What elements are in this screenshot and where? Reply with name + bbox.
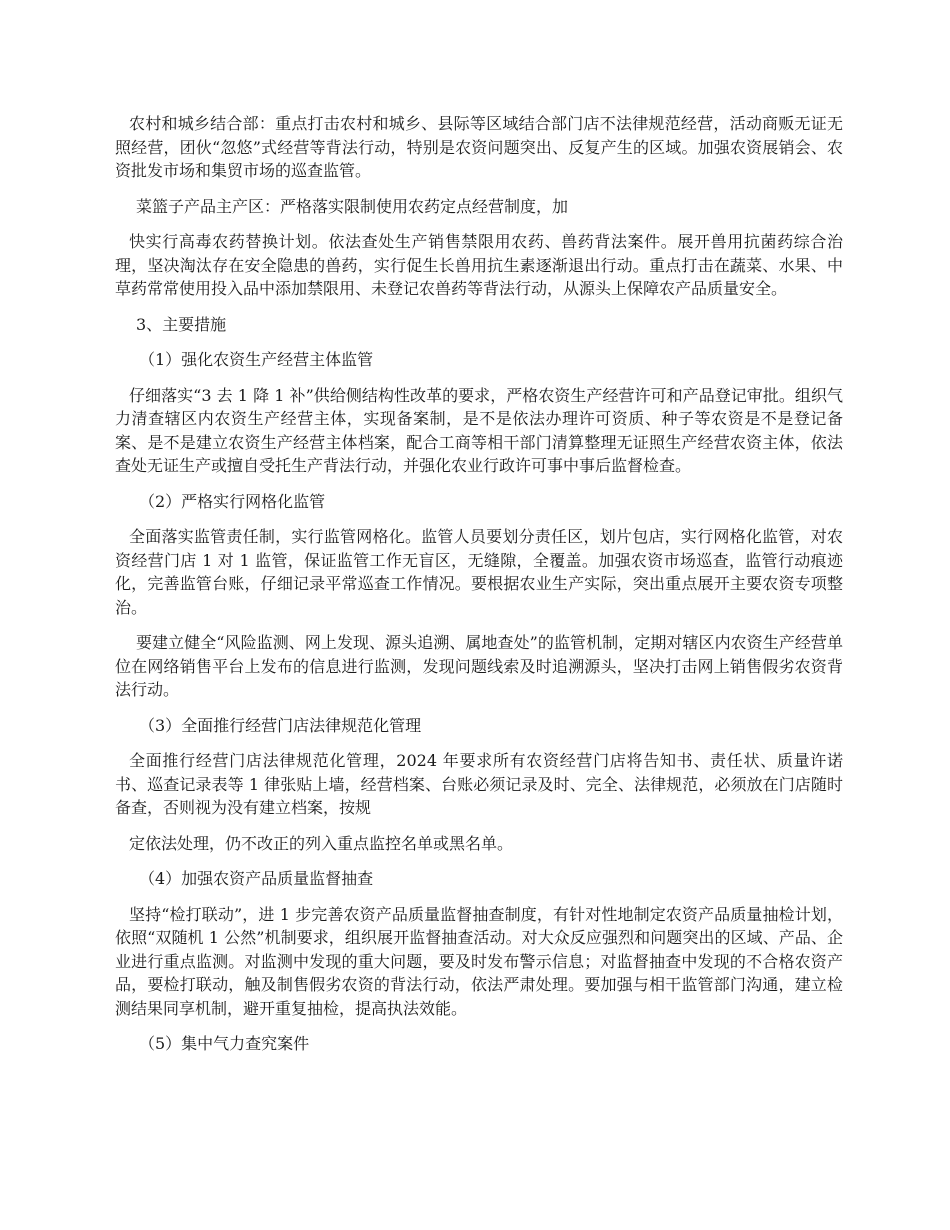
subheading-measure-3: （3）全面推行经营门店法律规范化管理: [139, 715, 422, 735]
subheading-measure-4: （4）加强农资产品质量监督抽查: [139, 869, 374, 888]
paragraph-measure-2b: 要建立健全“风险监测、网上发现、源头追溯、属地查处”的监管机制，定期对辖区内农资生产经营单位在网络销售平台上发布的信息进行监测，发现问题线索及时追溯源头，坚决打击网上销售假劣农资背法行动。: [115, 633, 843, 699]
paragraph-measure-2a: 全面落实监管责任制，实行监管网格化。监管人员要划分责任区，划片包店，实行网格化监管，对农资经营门店 1 对 1 监管，保证监管工作无盲区，无缝隙，全覆盖。加强农资市场巡查，监管行动痕迹化，完善监管台账，仔细记录平常巡查工作情况。要根据农业生产实际，突出重点展开主要农资专项整治。: [115, 527, 843, 617]
paragraph-measure-3b: 定依法处理，仍不改正的列入重点监控名单或黑名单。: [129, 833, 514, 853]
subheading-measure-5: （5）集中气力查究案件: [139, 1034, 310, 1053]
paragraph-measure-4: 坚持“检打联动”，进 1 步完善农资产品质量监督抽查制度，有针对性地制定农资产品质量抽检计划，依照“双随机 1 公然”机制要求，组织展开监督抽查活动。对大众反应强烈和问题突出的区域、产品、企业进行重点监测。对监测中发现的重大问题，要及时发布警示信息；对监督抽查中发现的不合格农资产品，要检打联动，触及制售假劣农资的背法行动，依法严肃处理。要加强与相干监管部门沟通，建立检测结果同享机制，避开重复抽检，提高执法效能。: [115, 904, 843, 1018]
document-body: [115, 112, 843, 1068]
paragraph-measure-3a: 全面推行经营门店法律规范化管理，2024 年要求所有农资经营门店将告知书、责任状、质量许诺书、巡查记录表等 1 律张贴上墙，经营档案、台账必须记录及时、完全、法律规范，必须放在门店随时备查，否则视为没有建立档案，按规: [115, 751, 843, 817]
paragraph-vegetable-basket: 菜篮子产品主产区：严格落实限制使用农药定点经营制度，加: [136, 196, 569, 216]
paragraph-measure-1: 仔细落实“3 去 1 降 1 补”供给侧结构性改革的要求，严格农资生产经营许可和产品登记审批。组织气力清查辖区内农资生产经营主体，实现备案制，是不是依法办理许可资质、种子等农资是不是登记备案、是不是建立农资生产经营主体档案，配合工商等相干部门清算整理无证照生产经营农资主体，依法查处无证生产或擅自受托生产背法行动，并强化农业行政许可事中事后监督检查。: [115, 385, 843, 475]
paragraph-rural-urban: 农村和城乡结合部：重点打击农村和城乡、县际等区域结合部门店不法律规范经营，活动商贩无证无照经营，团伙“忽悠”式经营等背法行动，特别是农资问题突出、反复产生的区域。加强农资展销会、农资批发市场和集贸市场的巡查监管。: [115, 114, 843, 180]
subheading-measure-2: （2）严格实行网格化监管: [139, 491, 326, 511]
paragraph-pesticide-replacement: 快实行高毒农药替换计划。依法查处生产销售禁限用农药、兽药背法案件。展开兽用抗菌药综合治理，坚决淘汰存在安全隐患的兽药，实行促生长兽用抗生素逐渐退出行动。重点打击在蔬菜、水果、中草药常常使用投入品中添加禁限用、未登记农兽药等背法行动，从源头上保障农产品质量安全。: [115, 232, 843, 298]
section-heading-main-measures: 3、主要措施: [136, 314, 227, 334]
subheading-measure-1: （1）强化农资生产经营主体监管: [139, 350, 374, 369]
